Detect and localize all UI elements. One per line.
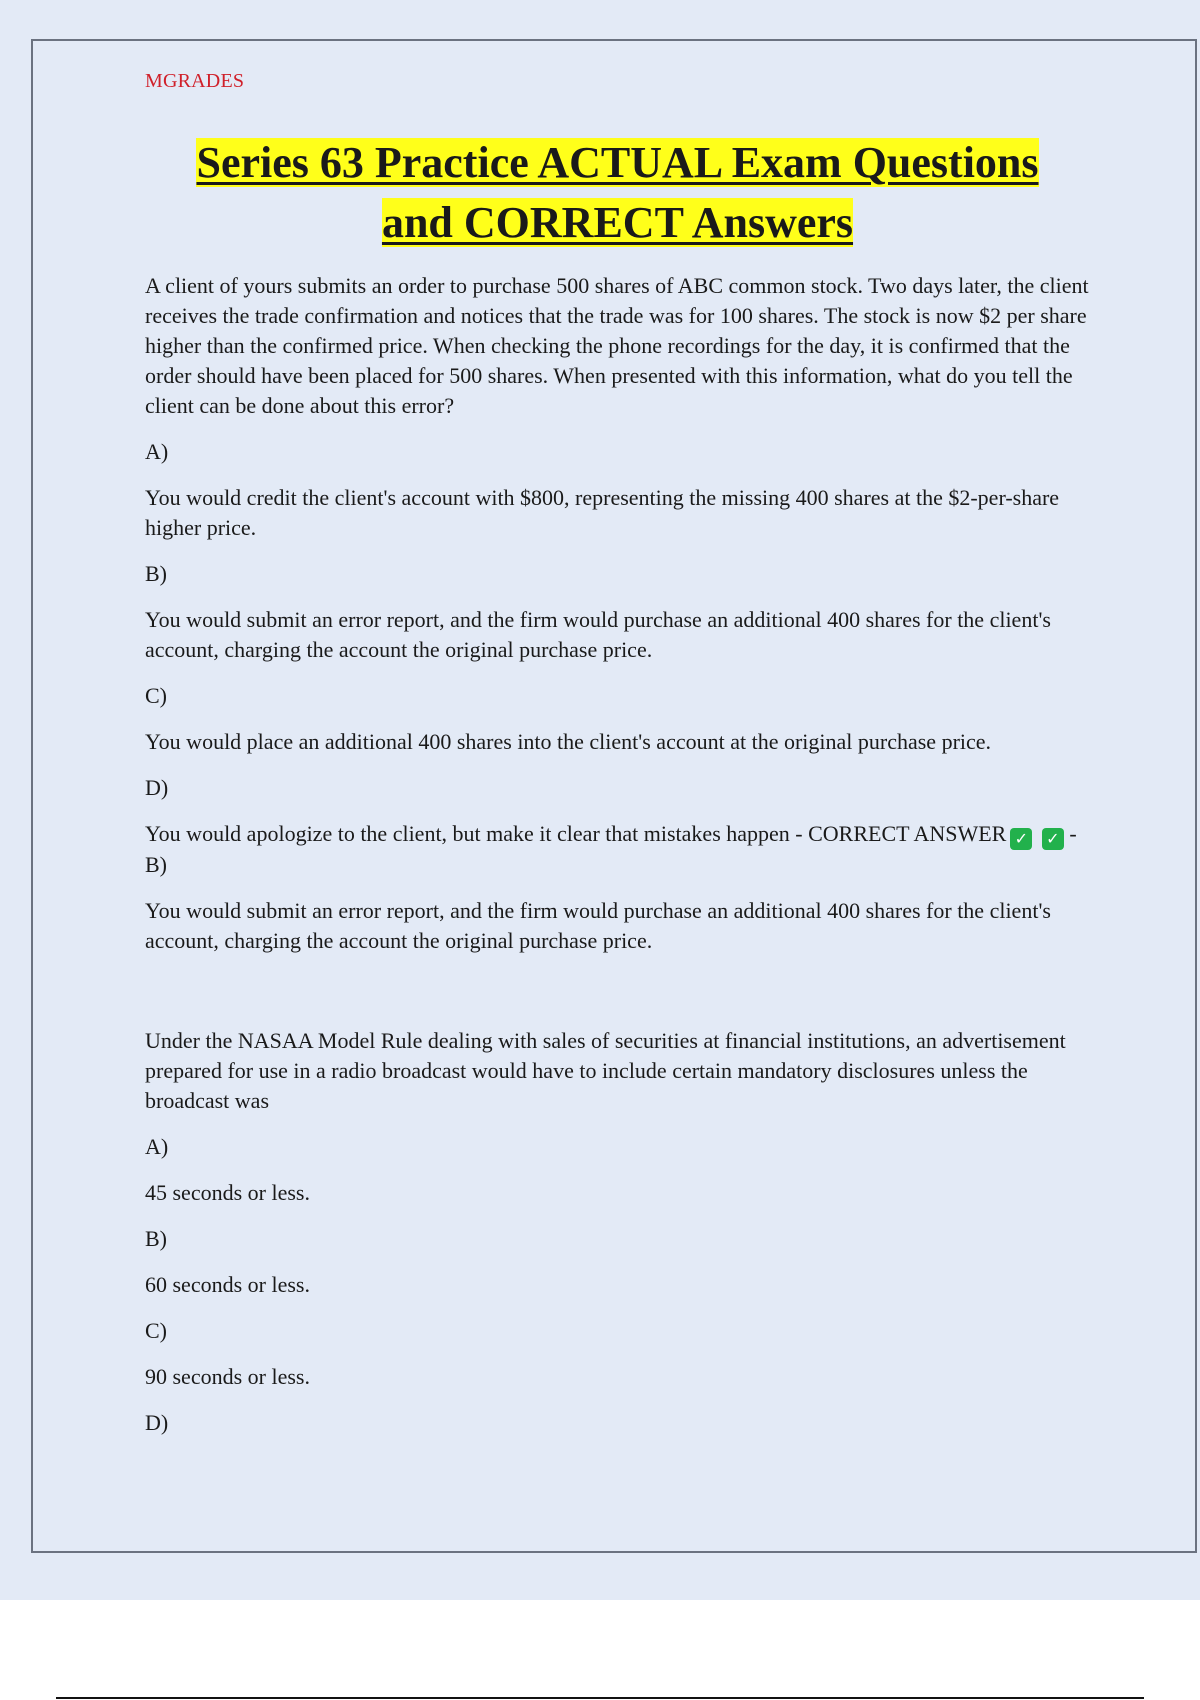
document-content [145, 70, 1090, 1454]
question-separator [145, 972, 1090, 1026]
q1-option-a-text: You would credit the client's account with $800, representing the missing 400 shares at the $2-per-share higher price. [145, 485, 1060, 540]
q1-option-b-text: You would submit an error report, and the firm would purchase an additional 400 shares for the client's account, charging the account the original purchase price. [145, 607, 1051, 662]
q2-option-b-text: 60 seconds or less. [145, 1272, 310, 1297]
check-icon: ✓ [1010, 828, 1032, 850]
q2-option-a-letter: A) [145, 1134, 169, 1159]
answer-suffix: - B) [145, 821, 1077, 877]
q1-option-c-text: You would place an additional 400 shares into the client's account at the original purchase price. [145, 729, 992, 754]
bottom-divider [56, 1697, 1144, 1699]
q2-option-a-text: 45 seconds or less. [145, 1180, 310, 1205]
brand-label: MGRADES [145, 70, 245, 92]
title-line-2: and CORRECT Answers [381, 198, 854, 247]
q2-option-d-letter: D) [145, 1410, 169, 1435]
q1-explanation: You would submit an error report, and the firm would purchase an additional 400 shares for the client's account, charging the account the original purchase price. [145, 898, 1051, 953]
q2-option-b-letter: B) [145, 1226, 167, 1251]
q1-option-d-answer [145, 819, 1090, 880]
question-1-text: A client of yours submits an order to purchase 500 shares of ABC common stock. Two days later, the client receives the trade confirmation and notices that the trade was for 100 shares. The stock is now $2 per share higher than the confirmed price. When checking the phone recordings for the day, it is confirmed that the order should have been placed for 500 shares. When presented with this information, what do you tell the client can be done about this error? [145, 273, 1089, 418]
q1-option-b-letter: B) [145, 561, 167, 586]
q1-option-c-letter: C) [145, 683, 167, 708]
title-line-1: Series 63 Practice ACTUAL Exam Questions [196, 138, 1039, 187]
q1-option-d-text: You would apologize to the client, but make it clear that mistakes happen - CORRECT ANSWER [145, 821, 1007, 846]
q1-option-d-letter: D) [145, 775, 169, 800]
q2-option-c-letter: C) [145, 1318, 167, 1343]
check-icon: ✓ [1042, 828, 1064, 850]
question-2-text: Under the NASAA Model Rule dealing with sales of securities at financial institutions, an advertisement prepared for use in a radio broadcast would have to include certain mandatory disclosures unless the broadcast was [145, 1028, 1066, 1113]
q1-option-a-letter: A) [145, 439, 169, 464]
q2-option-c-text: 90 seconds or less. [145, 1364, 310, 1389]
page-title [145, 133, 1090, 253]
